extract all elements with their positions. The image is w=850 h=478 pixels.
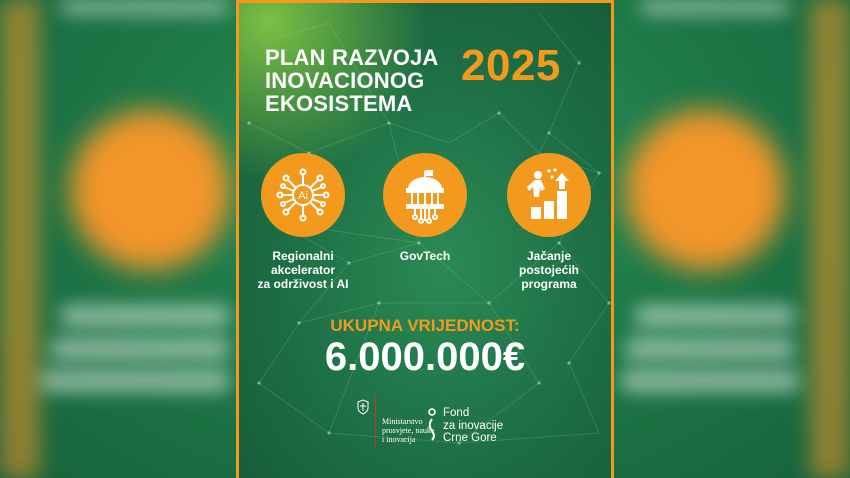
- blurred-text: [60, 0, 230, 14]
- feature-govtech: [363, 153, 487, 263]
- growth-chart-icon: [507, 153, 591, 237]
- blurred-orange-edge-right: [810, 0, 850, 478]
- blurred-text: [620, 370, 800, 392]
- ministry-divider: [375, 395, 376, 447]
- feature-ai-accelerator: [241, 153, 365, 291]
- feature-label: GovTech: [399, 249, 451, 263]
- poster-year: 2025: [461, 41, 561, 90]
- blurred-text: [625, 338, 795, 360]
- ministry-logo: [357, 395, 434, 447]
- total-value-amount: 6.000.000€: [324, 335, 526, 379]
- blurred-icon-left: [70, 110, 230, 270]
- fund-name: Fond za inovacije Crne Gore: [443, 407, 504, 444]
- blurred-text: [60, 305, 230, 327]
- coat-of-arms-icon: [357, 399, 369, 415]
- government-building-icon: [383, 153, 467, 237]
- blurred-text: [635, 305, 795, 327]
- blurred-text: [640, 0, 790, 14]
- fund-logo: [427, 407, 503, 445]
- ai-chip-icon: [261, 153, 345, 237]
- feature-label: Regionalni akcelerator za održivost i AI: [257, 249, 349, 291]
- ministry-name: Ministarstvo prosvjete, nauke i inovacija: [382, 417, 435, 444]
- blurred-text: [50, 338, 230, 360]
- blurred-text: [40, 370, 230, 392]
- blurred-icon-right: [625, 110, 785, 270]
- feature-programs: [487, 153, 611, 291]
- total-value-label: UKUPNA VRIJEDNOST:: [330, 316, 520, 335]
- feature-label: Jačanje postojećih programa: [518, 249, 579, 291]
- poster: [236, 0, 614, 478]
- fund-mark-icon: [427, 407, 437, 441]
- poster-title: PLAN RAZVOJA INOVACIONOG EKOSISTEMA: [265, 45, 439, 116]
- ai-text: Ai: [298, 190, 308, 202]
- blurred-orange-edge-left: [0, 0, 40, 478]
